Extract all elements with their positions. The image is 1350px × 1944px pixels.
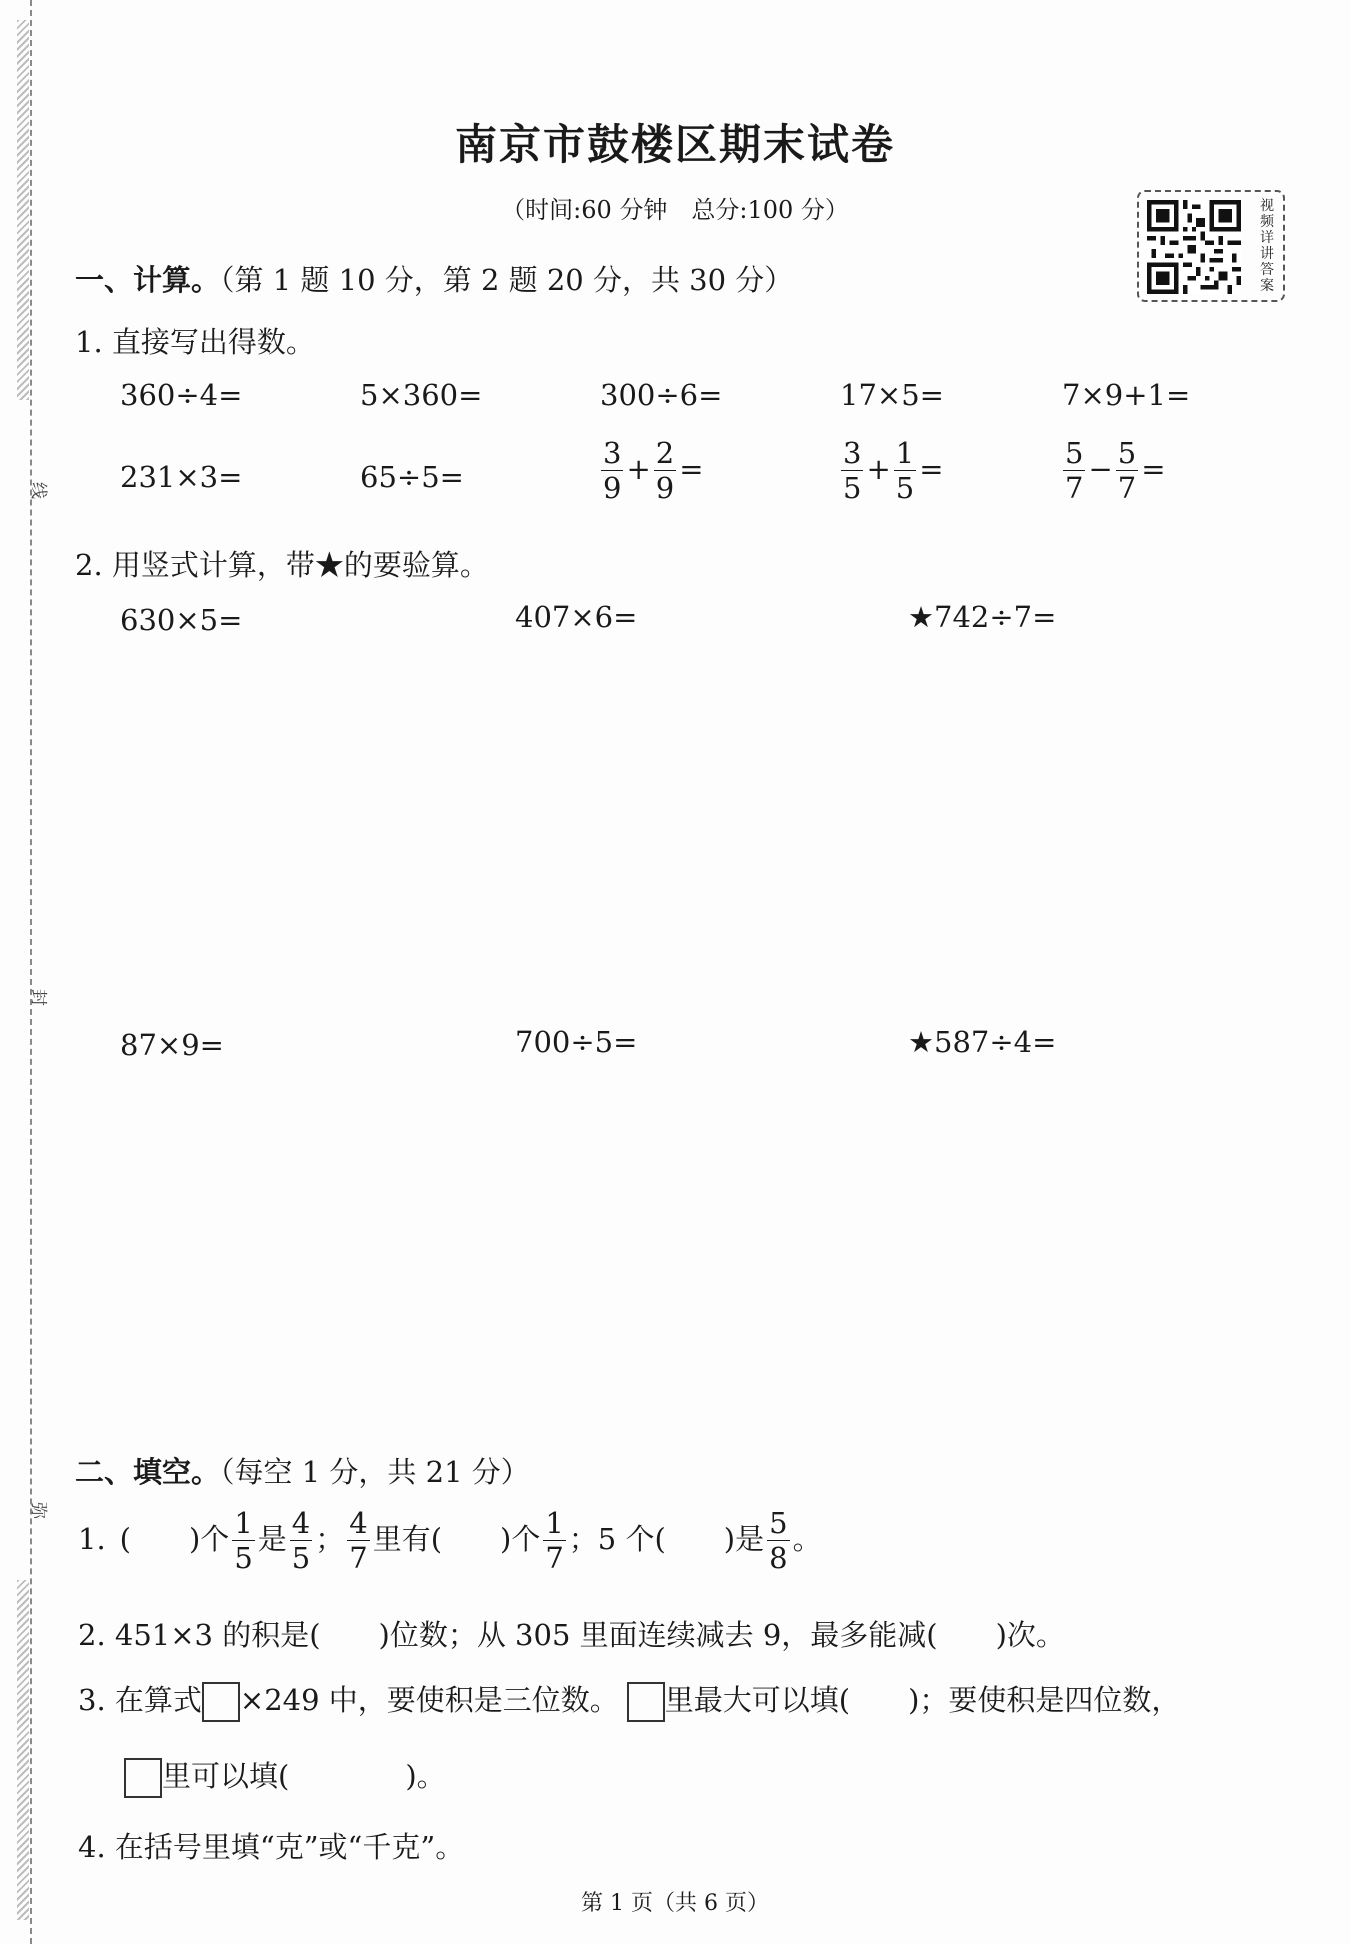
section2-title: 二、填空。 xyxy=(75,1455,221,1489)
section1-score-note: （第 1 题 10 分，第 2 题 20 分，共 30 分） xyxy=(220,263,794,297)
binding-mark-seal: 封 xyxy=(28,989,48,1006)
fraction: $\frac{1}{5}$ xyxy=(895,436,915,506)
s1-q1-expr: 300÷6= xyxy=(600,378,723,412)
s1-q2-expr: ★742÷7= xyxy=(908,600,1057,634)
s1-q1-fraction-expr: $\frac{5}{7}$ − $\frac{5}{7}$ = xyxy=(1065,436,1166,506)
binding-mark-close: 弥 xyxy=(28,1502,48,1519)
s1-q1-label: 1. 直接写出得数。 xyxy=(75,325,315,359)
s1-q1-expr: 360÷4= xyxy=(120,378,243,412)
s2-q3-line1: 3. 在算式 ×249 中，要使积是三位数。 里最大可以填( )；要使积是四位数， xyxy=(78,1678,1180,1722)
s2-q2: 2. 451×3 的积是( )位数；从 305 里面连续减去 9，最多能减( )次。 xyxy=(78,1618,1065,1652)
s2-q3-line2: 里可以填( )。 xyxy=(124,1754,446,1798)
fraction: $\frac{3}{5}$ xyxy=(843,436,862,506)
section2-score-note: （每空 1 分，共 21 分） xyxy=(220,1455,530,1489)
s1-q2-expr: 700÷5= xyxy=(515,1025,638,1059)
section2-heading xyxy=(75,1450,530,1491)
page-title: 南京市鼓楼区期末试卷 xyxy=(454,120,895,169)
answer-box[interactable] xyxy=(627,1682,665,1722)
answer-box[interactable] xyxy=(124,1758,162,1798)
s2-q4: 4. 在括号里填“克”或“千克”。 xyxy=(78,1830,465,1864)
s1-q1-expr: 5×360= xyxy=(360,378,483,412)
s2-q1: 1. ( )个 $\frac{1}{5}$ 是 $\frac{4}{5}$ ； $\frac{4}{7}$ 里有( )个 $\frac{1}{7}$ ；5 个( )是 $\frac{5}{8}$ 。 xyxy=(78,1506,822,1576)
s1-q1-expr: 65÷5= xyxy=(360,460,464,494)
fraction: $\frac{2}{9}$ xyxy=(655,436,675,506)
s1-q1-expr: 231×3= xyxy=(120,460,243,494)
s1-q1-expr: 7×9+1= xyxy=(1062,378,1191,412)
answer-box[interactable] xyxy=(202,1682,240,1722)
binding-hatch-bottom xyxy=(17,1580,29,1920)
binding-mark-line: 线 xyxy=(28,482,48,499)
s1-q1-fraction-expr: $\frac{3}{9}$ + $\frac{2}{9}$ = xyxy=(603,436,704,506)
qr-code-icon xyxy=(1147,200,1241,294)
fraction: $\frac{5}{7}$ xyxy=(1117,436,1137,506)
qr-code-box[interactable] xyxy=(1137,190,1285,302)
page-number: 第 1 页（共 6 页） xyxy=(581,1891,769,1916)
fraction: $\frac{5}{7}$ xyxy=(1065,436,1084,506)
s1-q2-expr: 407×6= xyxy=(515,600,638,634)
fraction: $\frac{3}{9}$ xyxy=(603,436,622,506)
s1-q1-fraction-expr: $\frac{3}{5}$ + $\frac{1}{5}$ = xyxy=(843,436,944,506)
s1-q2-expr: ★587÷4= xyxy=(908,1025,1057,1059)
s1-q2-expr: 630×5= xyxy=(120,603,243,637)
binding-dashed-line xyxy=(30,0,32,1944)
exam-time-score: （时间:60 分钟 总分:100 分） xyxy=(501,196,849,224)
section1-title: 一、计算。 xyxy=(75,263,221,297)
s1-q1-expr: 17×5= xyxy=(840,378,944,412)
section1-heading xyxy=(75,258,793,299)
qr-caption: 视频详讲答案 xyxy=(1260,198,1274,294)
s1-q2-expr: 87×9= xyxy=(120,1028,224,1062)
s1-q2-label: 2. 用竖式计算，带★的要验算。 xyxy=(75,548,489,582)
